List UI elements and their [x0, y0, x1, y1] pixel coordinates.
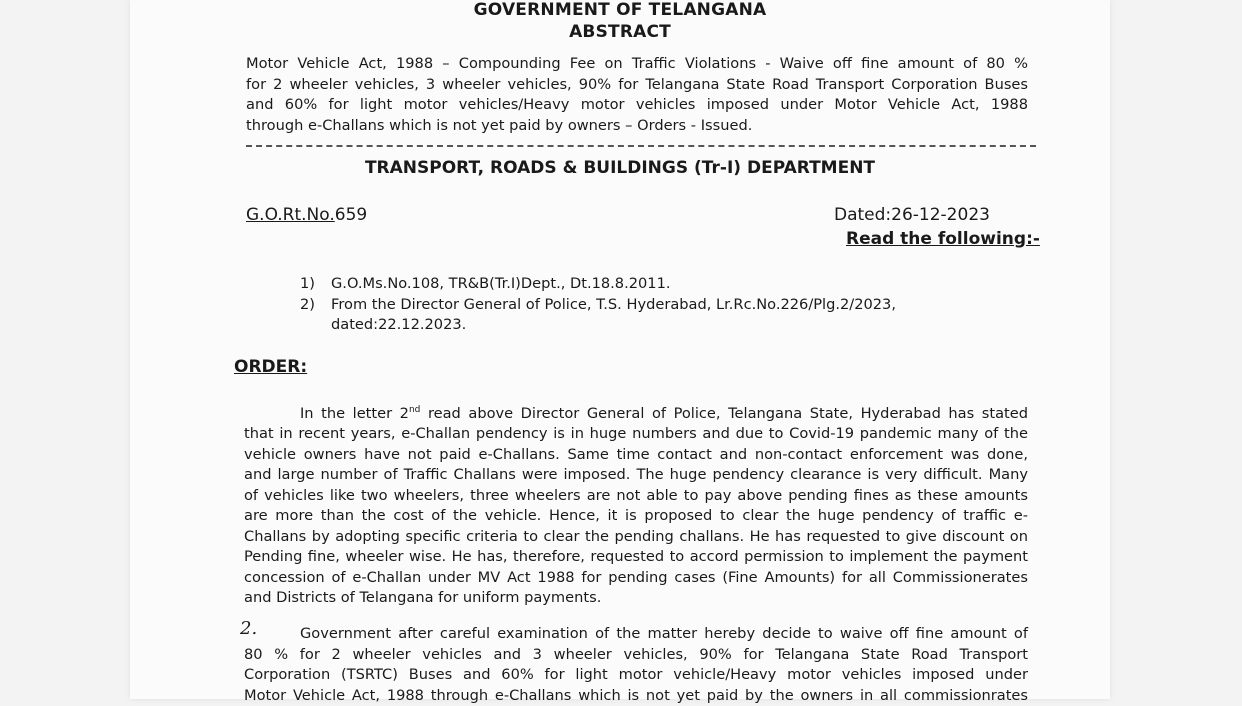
date-line: Dated:26-12-2023	[834, 205, 990, 225]
department-heading: TRANSPORT, ROADS & BUILDINGS (Tr-I) DEPARTMENT	[130, 158, 1110, 178]
paragraph-line: Challans by adopting specific criteria to clear the pending challans. He has requested to give discount on	[244, 527, 1028, 548]
read-following-heading: Read the following:-	[846, 229, 1040, 249]
paragraph-line: Motor Vehicle Act, 1988 through e-Challans which is not yet paid by the owners in all commissionrates	[244, 686, 1028, 706]
paragraph-line: Corporation (TSRTC) Buses and 60% for light motor vehicle/Heavy motor vehicles imposed under	[244, 665, 1028, 686]
subject-block	[246, 54, 1028, 136]
text-fragment: read above Director General of Police, Telangana State, Hyderabad has stated	[420, 405, 1028, 422]
reference-item	[300, 295, 1030, 336]
dashed-divider	[246, 145, 1036, 147]
text-fragment: In the letter 2	[300, 405, 409, 422]
references-list	[300, 274, 1030, 336]
order-paragraph-1	[244, 400, 1028, 609]
reference-number: 2)	[300, 295, 315, 316]
go-number-value: 659	[335, 205, 367, 225]
paragraph-line: and Districts of Telangana for uniform payments.	[244, 588, 1028, 609]
paragraph-line: Pending fine, wheeler wise. He has, therefore, requested to accord permission to implement the payment	[244, 547, 1028, 568]
reference-item	[300, 274, 1030, 295]
subject-line: and 60% for light motor vehicles/Heavy motor vehicles imposed under Motor Vehicle Act, 1988	[246, 95, 1028, 116]
superscript: nd	[409, 405, 420, 415]
paragraph-line: and large number of Traffic Challans were imposed. The huge pendency clearance is very difficult. Many	[244, 465, 1028, 486]
subject-line: for 2 wheeler vehicles, 3 wheeler vehicles, 90% for Telangana State Road Transport Corporation Buses	[246, 75, 1028, 96]
subject-line: Motor Vehicle Act, 1988 – Compounding Fee on Traffic Violations - Waive off fine amount of 80 %	[246, 54, 1028, 75]
subject-line: through e-Challans which is not yet paid by owners – Orders - Issued.	[246, 116, 1028, 137]
paragraph-line: that in recent years, e-Challan pendency is in huge numbers and due to Covid-19 pandemic many of the	[244, 424, 1028, 445]
paragraph-line	[244, 400, 1028, 424]
abstract-heading: ABSTRACT	[130, 22, 1110, 42]
order-paragraph-2	[244, 624, 1028, 706]
reference-text: From the Director General of Police, T.S. Hyderabad, Lr.Rc.No.226/Plg.2/2023,	[331, 295, 1030, 316]
go-number	[246, 205, 367, 225]
reference-text: G.O.Ms.No.108, TR&B(Tr.I)Dept., Dt.18.8.2011.	[331, 275, 671, 292]
paragraph-line: are more than the cost of the vehicle. Hence, it is proposed to clear the huge pendency of traffic e-	[244, 506, 1028, 527]
reference-number: 1)	[300, 274, 315, 295]
government-heading: GOVERNMENT OF TELANGANA	[130, 0, 1110, 20]
document-page	[130, 0, 1110, 699]
paragraph-2-number: 2.	[240, 618, 257, 639]
order-heading: ORDER:	[234, 357, 307, 377]
paragraph-line: 80 % for 2 wheeler vehicles and 3 wheeler vehicles, 90% for Telangana State Road Transport	[244, 645, 1028, 666]
reference-text: dated:22.12.2023.	[331, 315, 1030, 336]
paragraph-line: of vehicles like two wheelers, three wheelers are not able to pay above pending fines as these amounts	[244, 486, 1028, 507]
paragraph-line: vehicle owners have not paid e-Challans. Same time contact and non-contact enforcement was done,	[244, 445, 1028, 466]
paragraph-line: Government after careful examination of the matter hereby decide to waive off fine amount of	[244, 624, 1028, 645]
paragraph-line: concession of e-Challan under MV Act 1988 for pending cases (Fine Amounts) for all Commissionerates	[244, 568, 1028, 589]
go-prefix: G.O.Rt.No.	[246, 205, 335, 225]
